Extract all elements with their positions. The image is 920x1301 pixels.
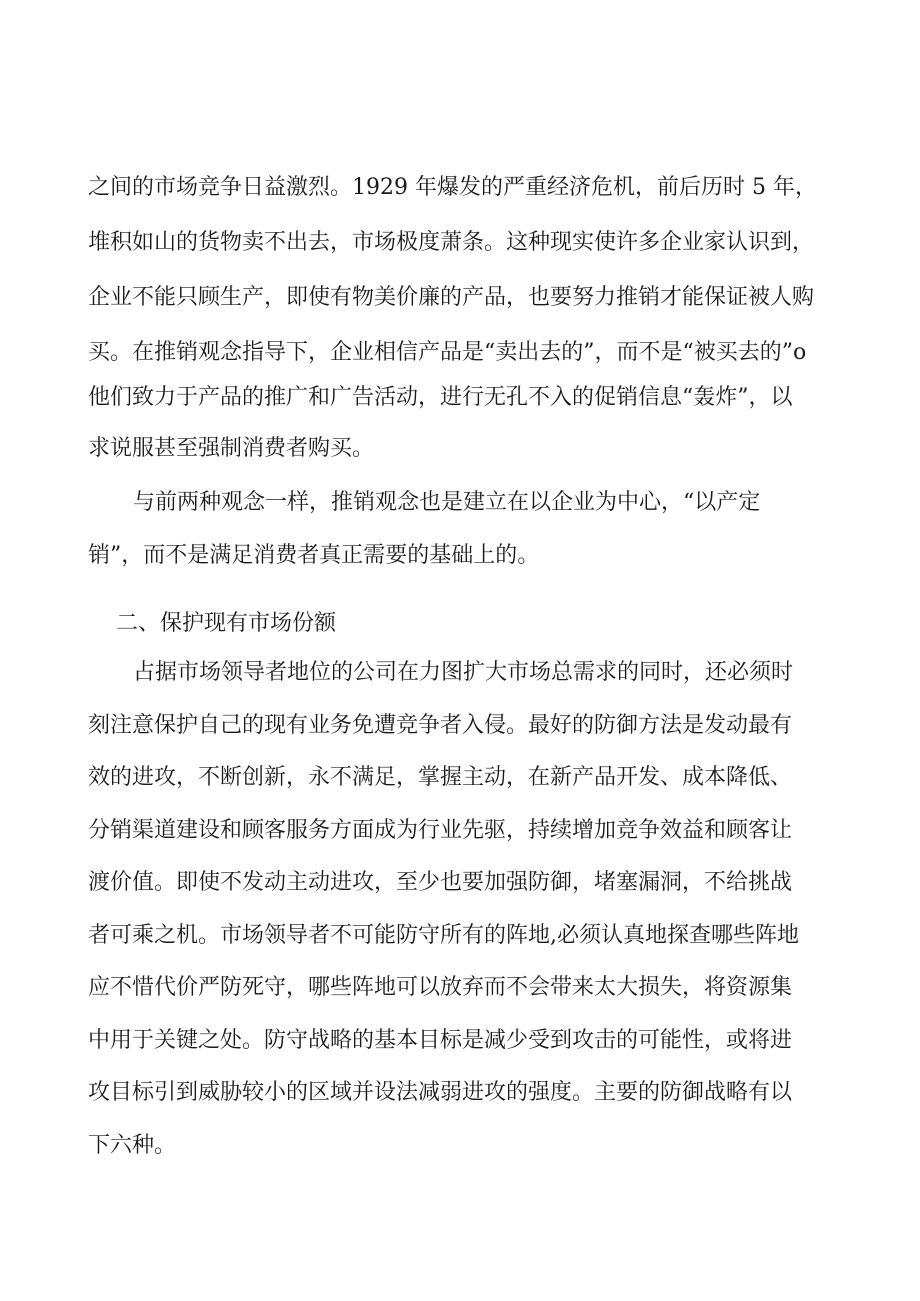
paragraph-line: 下六种。: [88, 1133, 177, 1158]
paragraph-line: 求说服甚至强制消费者购买。: [88, 436, 375, 461]
paragraph-line: 占据市场领导者地位的公司在力图扩大市场总需求的同时，还必须时: [133, 660, 794, 685]
paragraph-line: 渡价值。即使不发动主动进攻，至少也要加强防御，堵塞漏洞，不给挑战: [88, 870, 793, 895]
paragraph-line: 买。在推销观念指导下，企业相信产品是“卖出去的”，而不是“被买去的”o: [88, 340, 807, 365]
paragraph-line: 者可乘之机。市场领导者不可能防守所有的阵地,必须认真地探查哪些阵地: [88, 923, 799, 948]
paragraph-line: 销”，而不是满足消费者真正需要的基础上的。: [88, 543, 540, 568]
paragraph-line: 攻目标引到威胁较小的区域并设法减弱进攻的强度。主要的防御战略有以: [88, 1080, 793, 1105]
paragraph-line: 之间的市场竞争日益激烈。1929 年爆发的严重经济危机，前后历时 5 年，: [88, 175, 817, 200]
paragraph-line: 堆积如山的货物卖不出去，市场极度萧条。这种现实使许多企业家认识到，: [88, 230, 815, 255]
paragraph-line: 效的进攻，不断创新，永不满足，掌握主动，在新产品开发、成本降低、: [88, 765, 793, 790]
paragraph-line: 分销渠道建设和顾客服务方面成为行业先驱，持续增加竞争效益和顾客让: [88, 818, 793, 843]
paragraph-line: 应不惜代价严防死守，哪些阵地可以放弃而不会带来太大损失，将资源集: [88, 975, 793, 1000]
paragraph-line: 刻注意保护自己的现有业务免遭竞争者入侵。最好的防御方法是发动最有: [88, 713, 793, 738]
paragraph-line: 与前两种观念一样，推销观念也是建立在以企业为中心，“以产定: [133, 490, 761, 515]
section-heading: 二、保护现有市场份额: [116, 611, 337, 636]
paragraph-line: 企业不能只顾生产，即使有物美价廉的产品，也要努力推销才能保证被人购: [88, 285, 815, 310]
paragraph-line: 中用于关键之处。防守战略的基本目标是减少受到攻击的可能性，或将进: [88, 1028, 793, 1053]
paragraph-line: 他们致力于产品的推广和广告活动，进行无孔不入的促销信息“轰炸”，以: [88, 385, 793, 410]
